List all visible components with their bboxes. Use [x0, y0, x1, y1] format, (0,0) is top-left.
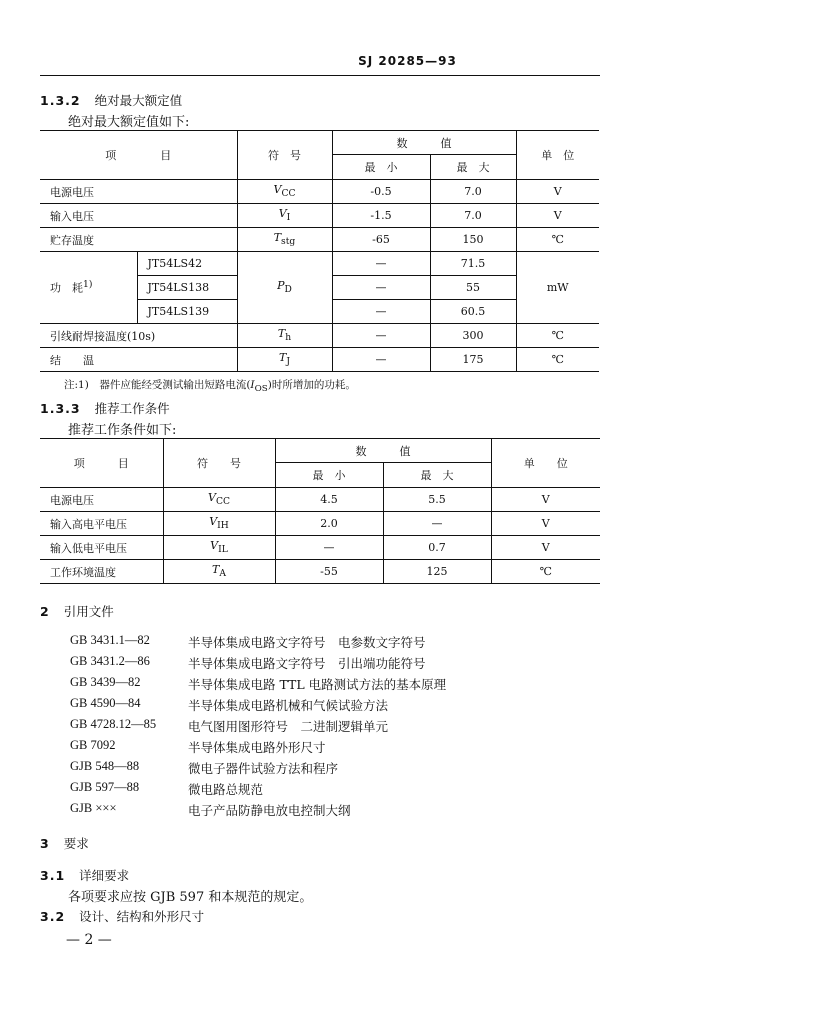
section-1-3-3-heading [40, 399, 170, 417]
section-number: 3 [40, 836, 50, 851]
ref-code: GJB ××× [70, 801, 117, 815]
header-unit: 单 位 [491, 439, 600, 488]
section-number: 2 [40, 604, 50, 619]
row-symbol [237, 228, 332, 252]
ref-code: GJB 548—88 [70, 759, 140, 773]
row-min: -0.5 [332, 180, 430, 204]
row-item: 贮存温度 [40, 228, 237, 252]
row-item: 引线耐焊接温度(10s) [40, 324, 237, 348]
table-row [40, 252, 599, 276]
row-unit: V [491, 536, 600, 560]
section-2-heading [40, 602, 114, 620]
device-name: JT54LS42 [137, 252, 237, 276]
section-number: 3.1 [40, 868, 66, 883]
header-value: 数 值 [275, 439, 491, 463]
row-min: — [332, 324, 430, 348]
row-item: 工作环境温度 [40, 560, 163, 584]
table-row [40, 536, 600, 560]
table-row [40, 204, 599, 228]
row-item: 电源电压 [40, 488, 163, 512]
symbol: V [210, 539, 219, 553]
section-title: 要求 [63, 836, 89, 851]
header-symbol: 符 号 [237, 131, 332, 180]
note-text: 注:1) 器件应能经受测试输出短路电流( [64, 379, 251, 391]
ref-title: 半导体集成电路机械和气候试验方法 [188, 698, 389, 713]
table-footnote [64, 377, 356, 394]
row-item: 输入电压 [40, 204, 237, 228]
ref-code: GB 3431.2—86 [70, 654, 150, 668]
row-min: 4.5 [275, 488, 383, 512]
ref-title: 半导体集成电路文字符号 电参数文字符号 [188, 635, 426, 650]
symbol-sub: A [219, 568, 226, 580]
symbol-sub: J [286, 356, 290, 368]
header-item: 项 目 [40, 131, 237, 180]
row-min: — [332, 252, 430, 276]
symbol: V [208, 491, 216, 505]
row-symbol [163, 488, 275, 512]
table-row [40, 348, 599, 372]
device-name: JT54LS139 [137, 300, 237, 324]
row-item: 结 温 [40, 348, 237, 372]
row-min: — [332, 276, 430, 300]
row-max: 150 [430, 228, 516, 252]
section-3-1-text: 各项要求应按 GJB 597 和本规范的规定。 [68, 890, 313, 905]
row-max: 5.5 [383, 488, 491, 512]
table-row [40, 560, 600, 584]
power-unit: mW [516, 252, 599, 324]
symbol-sub: IH [217, 520, 229, 532]
row-max: 7.0 [430, 180, 516, 204]
row-min: -55 [275, 560, 383, 584]
ref-title: 微电子器件试验方法和程序 [188, 761, 339, 776]
row-max: 55 [430, 276, 516, 300]
section-title: 推荐工作条件 [94, 401, 170, 416]
row-item: 输入低电平电压 [40, 536, 163, 560]
row-max: 0.7 [383, 536, 491, 560]
header-min: 最 小 [332, 155, 430, 180]
section-title: 绝对最大额定值 [94, 93, 183, 108]
standard-header: SJ 20285—93 [358, 54, 457, 68]
row-symbol [237, 180, 332, 204]
header-symbol: 符 号 [163, 439, 275, 488]
absolute-max-ratings-table [40, 130, 599, 372]
section-3-heading [40, 834, 89, 852]
ref-title: 半导体集成电路外形尺寸 [188, 740, 326, 755]
power-item [40, 252, 137, 324]
ref-code: GJB 597—88 [70, 780, 140, 794]
row-symbol [163, 536, 275, 560]
ref-title: 微电路总规范 [188, 782, 264, 797]
row-unit: V [516, 180, 599, 204]
ref-code: GB 3431.1—82 [70, 633, 150, 647]
header-value: 数 值 [332, 131, 516, 155]
symbol: T [273, 231, 282, 245]
row-min: -1.5 [332, 204, 430, 228]
row-symbol [163, 560, 275, 584]
header-rule [40, 75, 600, 76]
header-max: 最 大 [430, 155, 516, 180]
row-max: 71.5 [430, 252, 516, 276]
symbol: V [209, 515, 218, 529]
symbol: I [250, 379, 255, 391]
symbol: T [212, 563, 220, 577]
row-symbol [237, 324, 332, 348]
footnote-mark: 1) [83, 279, 93, 291]
row-min: 2.0 [275, 512, 383, 536]
row-unit: ℃ [516, 348, 599, 372]
ref-title: 电气图用图形符号 二进制逻辑单元 [188, 719, 389, 734]
row-item: 电源电压 [40, 180, 237, 204]
row-max: — [383, 512, 491, 536]
symbol: T [277, 327, 286, 341]
row-min: — [332, 348, 430, 372]
row-unit: V [491, 512, 600, 536]
row-unit: ℃ [516, 228, 599, 252]
table-row [40, 180, 599, 204]
section-1-3-2-heading [40, 91, 182, 109]
row-unit: ℃ [516, 324, 599, 348]
section-1-3-2-intro: 绝对最大额定值如下: [68, 115, 190, 130]
table-row [40, 512, 600, 536]
header-unit: 单 位 [516, 131, 599, 180]
row-item: 输入高电平电压 [40, 512, 163, 536]
symbol: V [278, 207, 287, 221]
ref-code: GB 3439—82 [70, 675, 141, 689]
symbol-sub: D [284, 284, 292, 296]
row-max: 7.0 [430, 204, 516, 228]
symbol-sub: CC [281, 188, 296, 200]
row-max: 175 [430, 348, 516, 372]
power-symbol [237, 252, 332, 324]
header-min: 最 小 [275, 463, 383, 488]
row-max: 60.5 [430, 300, 516, 324]
table-row [40, 228, 599, 252]
section-title: 设计、结构和外形尺寸 [79, 909, 205, 924]
section-3-1-heading [40, 866, 129, 884]
recommended-conditions-table [40, 438, 600, 584]
table-row [40, 488, 600, 512]
section-title: 引用文件 [63, 604, 114, 619]
ref-code: GB 4590—84 [70, 696, 141, 710]
ref-title: 电子产品防静电放电控制大纲 [188, 803, 351, 818]
symbol: V [273, 183, 282, 197]
row-min: -65 [332, 228, 430, 252]
row-unit: ℃ [491, 560, 600, 584]
page-number: — 2 — [66, 932, 112, 948]
row-max: 300 [430, 324, 516, 348]
symbol-sub: IL [218, 544, 228, 556]
header-item: 项 目 [40, 439, 163, 488]
device-name: JT54LS138 [137, 276, 237, 300]
section-1-3-3-intro: 推荐工作条件如下: [68, 423, 177, 438]
row-symbol [163, 512, 275, 536]
section-title: 详细要求 [79, 868, 130, 883]
ref-title: 半导体集成电路 TTL 电路测试方法的基本原理 [188, 677, 447, 692]
ref-code: GB 7092 [70, 738, 116, 752]
symbol-sub: CC [215, 496, 230, 508]
section-number: 1.3.2 [40, 93, 81, 108]
power-label: 功 耗 [50, 281, 83, 295]
symbol-sub: OS [254, 384, 268, 395]
row-min: — [332, 300, 430, 324]
row-symbol [237, 348, 332, 372]
row-min: — [275, 536, 383, 560]
symbol-sub: h [285, 332, 292, 344]
table-row [40, 324, 599, 348]
section-number: 3.2 [40, 909, 66, 924]
row-max: 125 [383, 560, 491, 584]
row-symbol [237, 204, 332, 228]
symbol-sub: stg [281, 236, 296, 248]
symbol-sub: I [286, 212, 291, 224]
symbol: T [278, 351, 287, 365]
row-unit: V [491, 488, 600, 512]
ref-code: GB 4728.12—85 [70, 717, 157, 731]
note-text: )时所增加的功耗。 [267, 379, 356, 391]
section-3-2-heading [40, 907, 204, 925]
header-max: 最 大 [383, 463, 491, 488]
ref-title: 半导体集成电路文字符号 引出端功能符号 [188, 656, 426, 671]
row-unit: V [516, 204, 599, 228]
section-number: 1.3.3 [40, 401, 81, 416]
symbol: P [277, 279, 285, 293]
